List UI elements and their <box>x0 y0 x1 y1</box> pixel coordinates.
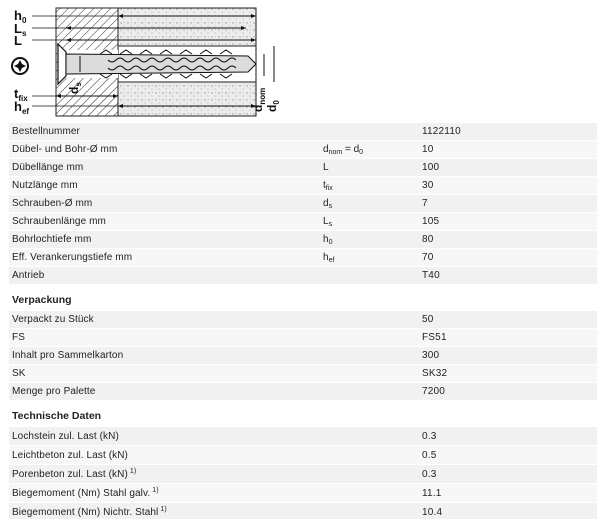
row-label: Leichtbeton zul. Last (kN) <box>12 449 128 461</box>
row-label: Dübel- und Bohr-Ø mm <box>12 144 118 155</box>
row-value: 80 <box>422 234 434 245</box>
row-label: Biegemoment (Nm) Nichtr. Stahl $^{1)}$ <box>12 505 167 518</box>
screw-head <box>58 44 66 84</box>
row-value: 0.5 <box>422 449 437 461</box>
row-symbol: $h_{ef}$ <box>323 252 335 264</box>
row-label: Schraubenlänge mm <box>12 216 106 227</box>
table-row <box>9 249 597 267</box>
row-value: FS51 <box>422 332 447 343</box>
section-title-packaging: Verpackung <box>9 285 597 311</box>
table-row <box>9 123 597 141</box>
table-row <box>9 503 597 519</box>
row-value: 10.4 <box>422 506 443 518</box>
label-ls: $L_s$ <box>14 21 27 38</box>
row-value: 50 <box>422 314 434 325</box>
table-row <box>9 365 597 383</box>
table-row <box>9 231 597 249</box>
label-d0: $d_0$ <box>265 100 281 112</box>
row-symbol: $h_0$ <box>323 234 333 246</box>
anchor-diagram <box>0 0 300 120</box>
anchor-drawing <box>0 0 300 120</box>
table-row <box>9 427 597 446</box>
row-label: Eff. Verankerungstiefe mm <box>12 252 133 263</box>
row-label: Menge pro Palette <box>12 386 96 397</box>
row-label: Lochstein zul. Last (kN) <box>12 430 119 442</box>
label-ds: $d_s$ <box>67 82 83 94</box>
row-label: Bohrlochtiefe mm <box>12 234 92 245</box>
label-h0: $h_0$ <box>14 8 27 25</box>
table-row <box>9 159 597 177</box>
row-value: 105 <box>422 216 440 227</box>
row-symbol: $L_s$ <box>323 216 333 228</box>
row-value: 7200 <box>422 386 446 397</box>
row-value: 70 <box>422 252 434 263</box>
label-tfix: $t_{fix}$ <box>14 86 28 103</box>
row-label: Bestellnummer <box>12 126 80 137</box>
row-value: 1122110 <box>422 126 461 137</box>
row-label: FS <box>12 332 25 343</box>
row-value: SK32 <box>422 368 448 379</box>
table-row <box>9 383 597 401</box>
table-row <box>9 213 597 231</box>
row-label: Biegemoment (Nm) Stahl galv. $^{1)}$ <box>12 486 159 499</box>
table-row <box>9 311 597 329</box>
row-symbol: $d_{nom} = d_0$ <box>323 144 364 156</box>
table-row <box>9 195 597 213</box>
label-hef: $h_{ef}$ <box>14 99 30 116</box>
section-title-technical: Technische Daten <box>9 401 597 427</box>
row-label: SK <box>12 368 26 379</box>
table-row <box>9 484 597 503</box>
row-value: 300 <box>422 350 440 361</box>
row-label: Dübellänge mm <box>12 162 84 173</box>
table-row <box>9 329 597 347</box>
row-value: T40 <box>422 270 440 281</box>
row-label: Antrieb <box>12 270 45 281</box>
row-value: 100 <box>422 162 440 173</box>
row-symbol: $t_{fix}$ <box>323 180 333 192</box>
row-value: 7 <box>422 198 428 209</box>
label-dnom: $d_{nom}$ <box>251 87 267 112</box>
row-value: 10 <box>422 144 434 155</box>
spec-table <box>9 123 597 519</box>
row-label: Verpackt zu Stück <box>12 314 94 325</box>
dowel-body <box>66 54 256 74</box>
row-label: Porenbeton zul. Last (kN) $^{1)}$ <box>12 467 137 480</box>
row-value: 0.3 <box>422 430 437 442</box>
table-row <box>9 465 597 484</box>
row-symbol: $d_s$ <box>323 198 333 210</box>
row-label: Inhalt pro Sammelkarton <box>12 350 124 361</box>
table-row <box>9 141 597 159</box>
table-row <box>9 267 597 285</box>
row-symbol: L <box>323 162 329 173</box>
label-l: L <box>14 33 22 48</box>
row-label: Schrauben-Ø mm <box>12 198 93 209</box>
torx-drive-icon <box>12 58 28 74</box>
table-row <box>9 347 597 365</box>
row-value: 11.1 <box>422 487 442 499</box>
row-label: Nutzlänge mm <box>12 180 78 191</box>
table-row <box>9 177 597 195</box>
table-row <box>9 446 597 465</box>
row-value: 30 <box>422 180 434 191</box>
row-value: 0.3 <box>422 468 437 480</box>
